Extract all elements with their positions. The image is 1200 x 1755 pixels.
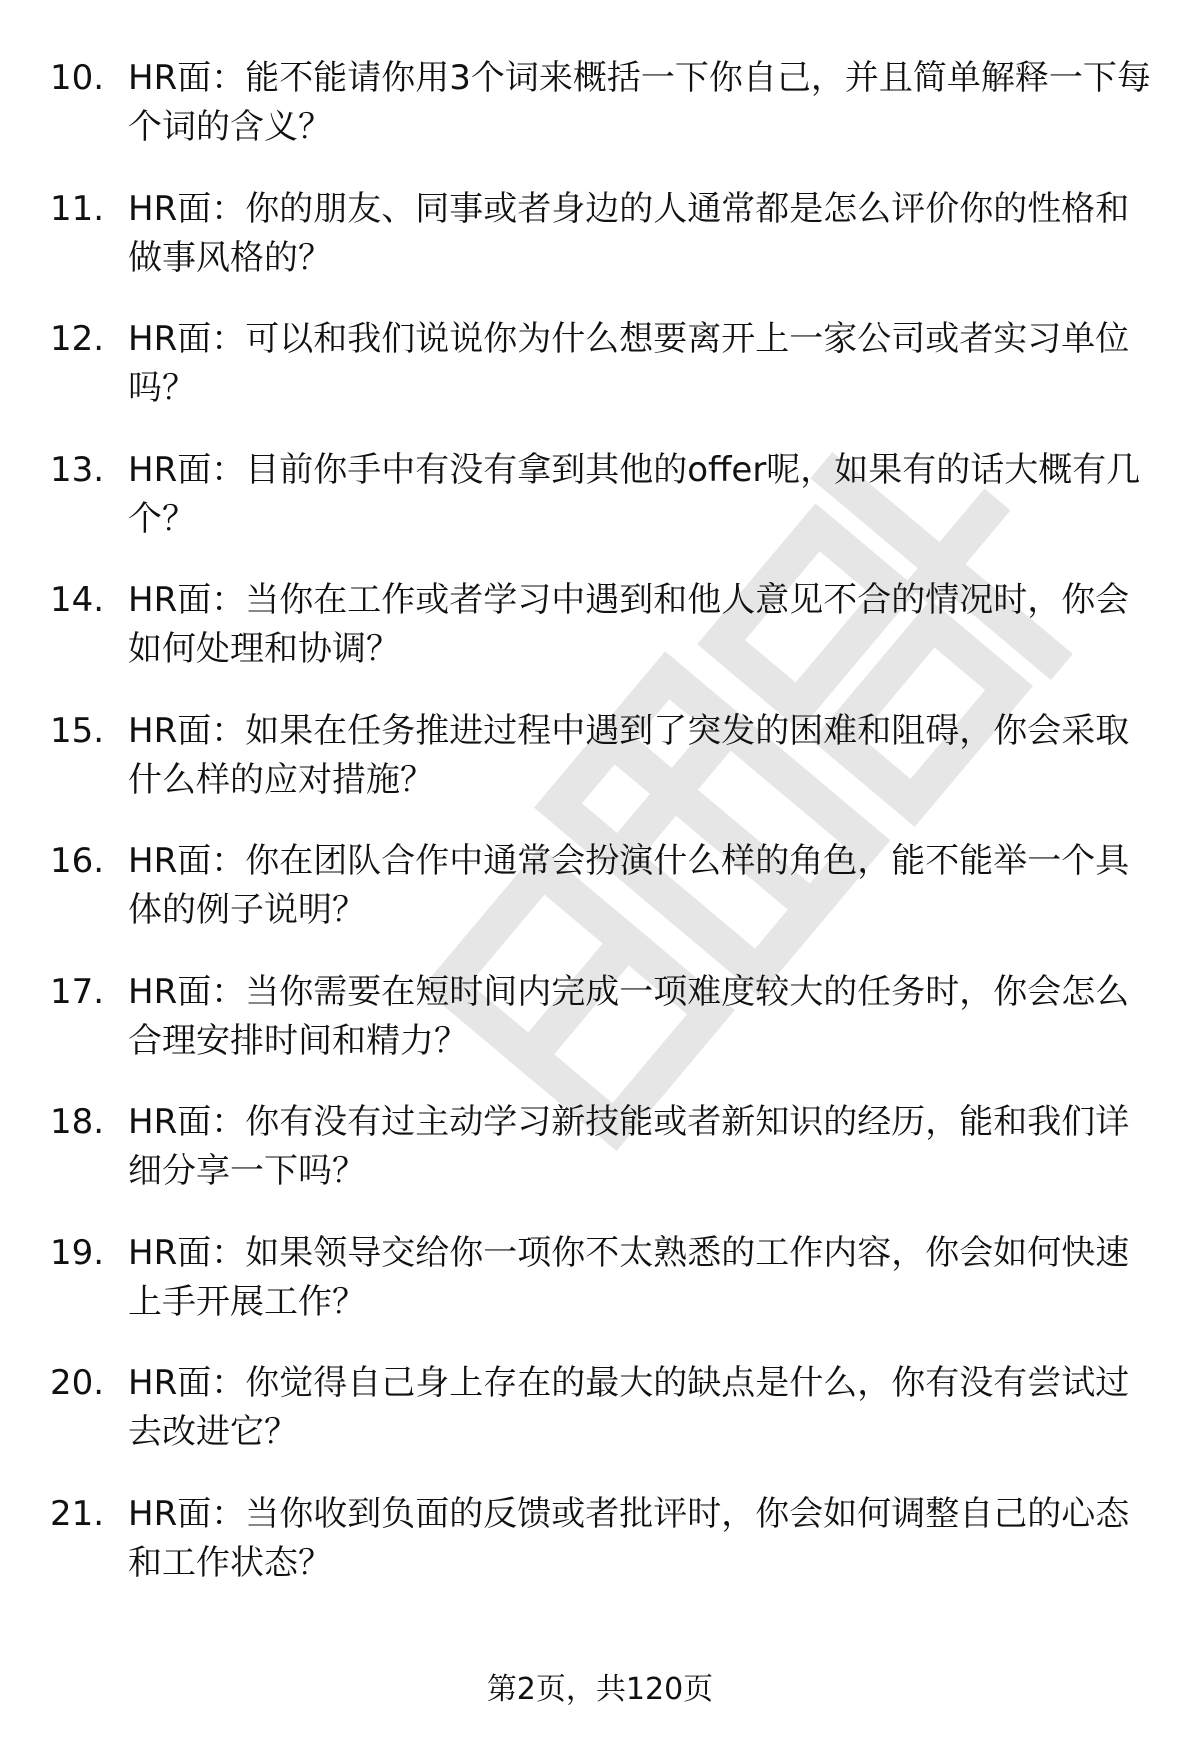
question-text: HR面：可以和我们说说你为什么想要离开上一家公司或者实习单位吗？ (128, 319, 1130, 408)
question-text: HR面：当你需要在短时间内完成一项难度较大的任务时，你会怎么合理安排时间和精力？ (128, 971, 1130, 1061)
question-number: 13. (50, 449, 105, 490)
question-number: 18. (50, 1102, 105, 1142)
question-text: HR面：当你在工作或者学习中遇到和他人意见不合的情况时，你会如何处理和协调？ (128, 580, 1130, 669)
question-text: HR面：如果在任务推进过程中遇到了突发的困难和阻碍，你会采取什么样的应对措施？ (128, 710, 1130, 800)
question-text: HR面：你在团队合作中通常会扮演什么样的角色，能不能举一个具体的例子说明？ (128, 841, 1130, 930)
question-item (50, 576, 1160, 707)
question-item (50, 837, 1160, 968)
question-number: 17. (50, 971, 105, 1012)
question-number: 15. (50, 710, 105, 751)
question-text: HR面：你有没有过主动学习新技能或者新知识的经历，能和我们详细分享一下吗？ (128, 1102, 1130, 1191)
question-list (50, 54, 1160, 1620)
question-number: 12. (50, 319, 105, 359)
question-text: HR面：你觉得自己身上存在的最大的缺点是什么，你有没有尝试过去改进它？ (128, 1363, 1130, 1452)
question-text: HR面：能不能请你用3个词来概括一下你自己，并且简单解释一下每个词的含义？ (128, 58, 1151, 147)
question-item (50, 1229, 1160, 1360)
question-item (50, 1359, 1160, 1490)
question-number: 10. (50, 58, 105, 98)
question-item (50, 1098, 1160, 1229)
question-text: HR面：当你收到负面的反馈或者批评时，你会如何调整自己的心态和工作状态？ (128, 1493, 1130, 1583)
question-item (50, 54, 1160, 185)
question-text: HR面：你的朋友、同事或者身边的人通常都是怎么评价你的性格和做事风格的？ (128, 188, 1130, 278)
question-item (50, 1490, 1160, 1621)
question-text: HR面：目前你手中有没有拿到其他的offer呢，如果有的话大概有几个？ (128, 449, 1141, 539)
question-number: 11. (50, 188, 105, 229)
question-number: 19. (50, 1232, 105, 1273)
question-number: 21. (50, 1493, 105, 1534)
question-number: 14. (50, 580, 105, 620)
question-item (50, 968, 1160, 1099)
page-number-footer: 第2页，共120页 (486, 1672, 714, 1707)
question-text: HR面：如果领导交给你一项你不太熟悉的工作内容，你会如何快速上手开展工作？ (128, 1232, 1130, 1322)
question-item (50, 185, 1160, 316)
question-item (50, 446, 1160, 577)
question-number: 16. (50, 841, 105, 881)
question-item (50, 315, 1160, 446)
question-number: 20. (50, 1363, 105, 1403)
question-item (50, 707, 1160, 838)
